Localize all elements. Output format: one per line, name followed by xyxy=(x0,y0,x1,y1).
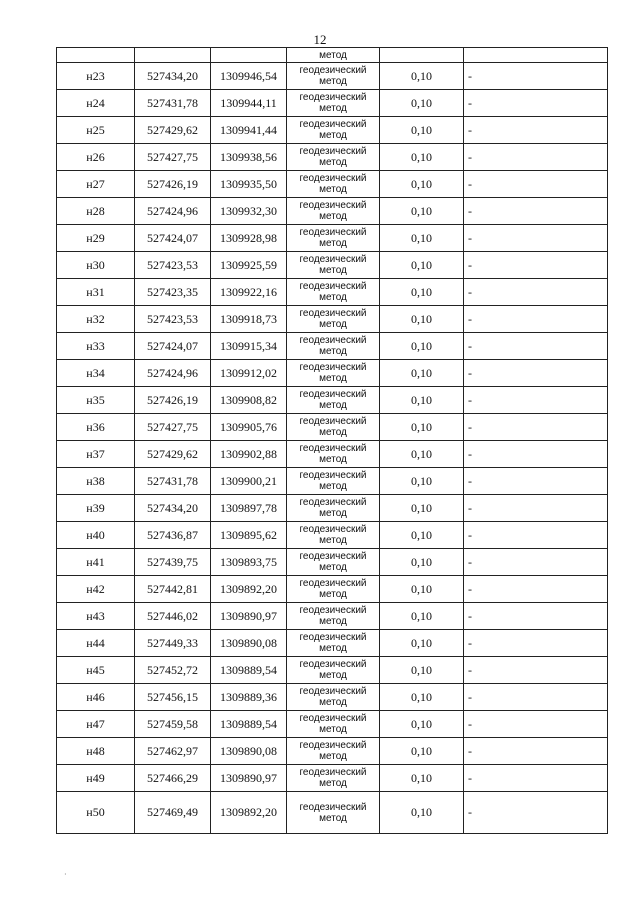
table-row xyxy=(57,144,608,171)
y-coordinate-cell: 1309925,59 xyxy=(211,252,287,279)
x-coordinate-cell: 527427,75 xyxy=(135,414,211,441)
method-line-1: геодезический xyxy=(299,389,367,400)
note-cell: - xyxy=(464,495,608,522)
method-cell xyxy=(287,603,380,630)
x-coordinate-cell: 527462,97 xyxy=(135,738,211,765)
method-line-1: геодезический xyxy=(299,686,367,697)
note-cell: - xyxy=(464,441,608,468)
method-line-1: геодезический xyxy=(299,578,367,589)
point-cell: н27 xyxy=(57,171,135,198)
note-cell: - xyxy=(464,657,608,684)
accuracy-cell: 0,10 xyxy=(380,711,464,738)
y-coordinate-cell: 1309900,21 xyxy=(211,468,287,495)
y-coordinate-cell: 1309915,34 xyxy=(211,333,287,360)
accuracy-cell: 0,10 xyxy=(380,684,464,711)
table-row xyxy=(57,576,608,603)
note-cell: - xyxy=(464,171,608,198)
note-cell: - xyxy=(464,414,608,441)
method-line-1: геодезический xyxy=(299,551,367,562)
method-cell xyxy=(287,630,380,657)
note-cell: - xyxy=(464,63,608,90)
method-cell xyxy=(287,171,380,198)
method-line-2: метод xyxy=(319,670,347,681)
y-cell xyxy=(211,48,287,63)
method-line-1: геодезический xyxy=(299,801,367,813)
method-cell xyxy=(287,711,380,738)
accuracy-cell: 0,10 xyxy=(380,522,464,549)
note-cell: - xyxy=(464,387,608,414)
x-coordinate-cell: 527429,62 xyxy=(135,117,211,144)
point-cell: н43 xyxy=(57,603,135,630)
table-row xyxy=(57,468,608,495)
method-cell xyxy=(287,117,380,144)
table-row xyxy=(57,225,608,252)
method-line-2: метод xyxy=(319,238,347,249)
method-line-2: метод xyxy=(319,751,347,762)
method-line-2: метод xyxy=(319,103,347,114)
table-row xyxy=(57,198,608,225)
method-line-1: геодезический xyxy=(299,119,367,130)
y-coordinate-cell: 1309889,36 xyxy=(211,684,287,711)
method-line-2: метод xyxy=(319,319,347,330)
method-line-2: метод xyxy=(319,697,347,708)
note-cell: - xyxy=(464,252,608,279)
note-cell: - xyxy=(464,144,608,171)
table-row xyxy=(57,765,608,792)
x-coordinate-cell: 527434,20 xyxy=(135,495,211,522)
point-cell: н47 xyxy=(57,711,135,738)
method-cell xyxy=(287,576,380,603)
point-cell: н31 xyxy=(57,279,135,306)
point-cell: н46 xyxy=(57,684,135,711)
y-coordinate-cell: 1309889,54 xyxy=(211,657,287,684)
y-coordinate-cell: 1309889,54 xyxy=(211,711,287,738)
method-cell xyxy=(287,765,380,792)
table-row xyxy=(57,630,608,657)
accuracy-cell: 0,10 xyxy=(380,117,464,144)
note-cell: - xyxy=(464,684,608,711)
accuracy-cell: 0,10 xyxy=(380,495,464,522)
accuracy-cell: 0,10 xyxy=(380,792,464,834)
x-coordinate-cell: 527424,96 xyxy=(135,198,211,225)
y-coordinate-cell: 1309922,16 xyxy=(211,279,287,306)
y-coordinate-cell: 1309928,98 xyxy=(211,225,287,252)
y-coordinate-cell: 1309890,97 xyxy=(211,603,287,630)
x-coordinate-cell: 527434,20 xyxy=(135,63,211,90)
method-line-1: геодезический xyxy=(299,335,367,346)
method-cell xyxy=(287,198,380,225)
method-cell xyxy=(287,90,380,117)
method-cell xyxy=(287,306,380,333)
y-coordinate-cell: 1309895,62 xyxy=(211,522,287,549)
accuracy-cell: 0,10 xyxy=(380,144,464,171)
method-line-2: метод xyxy=(319,184,347,195)
method-line-1: геодезический xyxy=(299,470,367,481)
y-coordinate-cell: 1309893,75 xyxy=(211,549,287,576)
method-line-2: метод xyxy=(319,589,347,600)
y-coordinate-cell: 1309890,08 xyxy=(211,630,287,657)
table-row-continuation xyxy=(57,48,608,63)
method-line-1: геодезический xyxy=(299,740,367,751)
accuracy-cell: 0,10 xyxy=(380,279,464,306)
point-cell xyxy=(57,48,135,63)
scan-mark: · xyxy=(64,870,67,879)
y-coordinate-cell: 1309908,82 xyxy=(211,387,287,414)
x-coordinate-cell: 527426,19 xyxy=(135,171,211,198)
point-cell: н30 xyxy=(57,252,135,279)
note-cell: - xyxy=(464,468,608,495)
note-cell: - xyxy=(464,549,608,576)
y-coordinate-cell: 1309890,08 xyxy=(211,738,287,765)
method-line-2: метод xyxy=(319,346,347,357)
accuracy-cell: 0,10 xyxy=(380,333,464,360)
point-cell: н36 xyxy=(57,414,135,441)
method-cell xyxy=(287,63,380,90)
point-cell: н49 xyxy=(57,765,135,792)
y-coordinate-cell: 1309918,73 xyxy=(211,306,287,333)
point-cell: н25 xyxy=(57,117,135,144)
note-cell: - xyxy=(464,738,608,765)
y-coordinate-cell: 1309902,88 xyxy=(211,441,287,468)
accuracy-cell: 0,10 xyxy=(380,360,464,387)
x-coordinate-cell: 527442,81 xyxy=(135,576,211,603)
x-coordinate-cell: 527431,78 xyxy=(135,90,211,117)
method-line-2: метод xyxy=(319,157,347,168)
method-cell xyxy=(287,279,380,306)
table-row xyxy=(57,657,608,684)
method-cell xyxy=(287,522,380,549)
x-coordinate-cell: 527426,19 xyxy=(135,387,211,414)
note-cell: - xyxy=(464,792,608,834)
point-cell: н24 xyxy=(57,90,135,117)
method-line-2: метод xyxy=(319,724,347,735)
point-cell: н29 xyxy=(57,225,135,252)
x-coordinate-cell: 527466,29 xyxy=(135,765,211,792)
method-cell xyxy=(287,387,380,414)
accuracy-cell: 0,10 xyxy=(380,171,464,198)
y-coordinate-cell: 1309946,54 xyxy=(211,63,287,90)
method-cell xyxy=(287,684,380,711)
method-line-1: геодезический xyxy=(299,281,367,292)
table-row xyxy=(57,360,608,387)
x-coordinate-cell: 527423,35 xyxy=(135,279,211,306)
point-cell: н39 xyxy=(57,495,135,522)
table-row xyxy=(57,684,608,711)
note-cell: - xyxy=(464,765,608,792)
point-cell: н37 xyxy=(57,441,135,468)
method-line-2: метод xyxy=(319,292,347,303)
note-cell: - xyxy=(464,603,608,630)
accuracy-cell: 0,10 xyxy=(380,468,464,495)
point-cell: н45 xyxy=(57,657,135,684)
method-cell xyxy=(287,252,380,279)
x-coordinate-cell: 527424,07 xyxy=(135,333,211,360)
method-cell xyxy=(287,414,380,441)
table-row xyxy=(57,441,608,468)
note-cell: - xyxy=(464,630,608,657)
y-coordinate-cell: 1309944,11 xyxy=(211,90,287,117)
method-line-2: метод xyxy=(319,535,347,546)
x-cell xyxy=(135,48,211,63)
x-coordinate-cell: 527446,02 xyxy=(135,603,211,630)
method-line-2: метод xyxy=(319,643,347,654)
method-line-2: метод xyxy=(319,427,347,438)
y-coordinate-cell: 1309897,78 xyxy=(211,495,287,522)
accuracy-cell: 0,10 xyxy=(380,549,464,576)
table-row xyxy=(57,333,608,360)
method-cell xyxy=(287,360,380,387)
method-cell xyxy=(287,333,380,360)
x-coordinate-cell: 527423,53 xyxy=(135,306,211,333)
x-coordinate-cell: 527431,78 xyxy=(135,468,211,495)
method-cell xyxy=(287,495,380,522)
x-coordinate-cell: 527439,75 xyxy=(135,549,211,576)
method-line-2: метод xyxy=(319,130,347,141)
coordinates-table-body xyxy=(57,48,608,834)
point-cell: н26 xyxy=(57,144,135,171)
x-coordinate-cell: 527427,75 xyxy=(135,144,211,171)
table-row xyxy=(57,738,608,765)
accuracy-cell: 0,10 xyxy=(380,90,464,117)
accuracy-cell: 0,10 xyxy=(380,414,464,441)
method-line-2: метод xyxy=(319,373,347,384)
note-cell xyxy=(464,48,608,63)
method-line-1: геодезический xyxy=(299,173,367,184)
point-cell: н48 xyxy=(57,738,135,765)
method-cell xyxy=(287,225,380,252)
point-cell: н44 xyxy=(57,630,135,657)
point-cell: н38 xyxy=(57,468,135,495)
y-coordinate-cell: 1309892,20 xyxy=(211,792,287,834)
method-cell xyxy=(287,549,380,576)
table-row xyxy=(57,549,608,576)
method-line-2: метод xyxy=(319,508,347,519)
y-coordinate-cell: 1309912,02 xyxy=(211,360,287,387)
point-cell: н33 xyxy=(57,333,135,360)
method-cell xyxy=(287,144,380,171)
point-cell: н23 xyxy=(57,63,135,90)
table-row xyxy=(57,522,608,549)
accuracy-cell: 0,10 xyxy=(380,306,464,333)
point-cell: н32 xyxy=(57,306,135,333)
accuracy-cell: 0,10 xyxy=(380,63,464,90)
method-line-1: геодезический xyxy=(299,146,367,157)
y-coordinate-cell: 1309892,20 xyxy=(211,576,287,603)
table-row xyxy=(57,252,608,279)
method-line-2: метод xyxy=(319,616,347,627)
x-coordinate-cell: 527423,53 xyxy=(135,252,211,279)
table-row xyxy=(57,414,608,441)
x-coordinate-cell: 527459,58 xyxy=(135,711,211,738)
accuracy-cell: 0,10 xyxy=(380,738,464,765)
method-line-2: метод xyxy=(319,454,347,465)
method-line-1: геодезический xyxy=(299,227,367,238)
point-cell: н42 xyxy=(57,576,135,603)
method-cell xyxy=(287,738,380,765)
table-row xyxy=(57,495,608,522)
accuracy-cell: 0,10 xyxy=(380,441,464,468)
point-cell: н34 xyxy=(57,360,135,387)
method-line-2: метод xyxy=(319,211,347,222)
y-coordinate-cell: 1309890,97 xyxy=(211,765,287,792)
x-coordinate-cell: 527436,87 xyxy=(135,522,211,549)
y-coordinate-cell: 1309935,50 xyxy=(211,171,287,198)
method-line-2: метод xyxy=(319,778,347,789)
method-cell xyxy=(287,792,380,834)
table-row xyxy=(57,117,608,144)
method-line-2: метод xyxy=(319,265,347,276)
method-line-1: геодезический xyxy=(299,65,367,76)
note-cell: - xyxy=(464,198,608,225)
method-line-1: геодезический xyxy=(299,767,367,778)
accuracy-cell: 0,10 xyxy=(380,630,464,657)
method-line-1: геодезический xyxy=(299,308,367,319)
method-line-1: геодезический xyxy=(299,200,367,211)
table-row xyxy=(57,171,608,198)
table-row xyxy=(57,792,608,834)
note-cell: - xyxy=(464,333,608,360)
note-cell: - xyxy=(464,306,608,333)
note-cell: - xyxy=(464,360,608,387)
x-coordinate-cell: 527429,62 xyxy=(135,441,211,468)
y-coordinate-cell: 1309941,44 xyxy=(211,117,287,144)
method-line-1: геодезический xyxy=(299,632,367,643)
x-coordinate-cell: 527424,96 xyxy=(135,360,211,387)
table-row xyxy=(57,90,608,117)
note-cell: - xyxy=(464,117,608,144)
method-line-1: геодезический xyxy=(299,92,367,103)
x-coordinate-cell: 527424,07 xyxy=(135,225,211,252)
method-line-1: геодезический xyxy=(299,416,367,427)
accuracy-cell: 0,10 xyxy=(380,657,464,684)
point-cell: н41 xyxy=(57,549,135,576)
method-line-2: метод xyxy=(319,812,347,824)
method-line-1: геодезический xyxy=(299,524,367,535)
x-coordinate-cell: 527456,15 xyxy=(135,684,211,711)
table-row xyxy=(57,279,608,306)
accuracy-cell: 0,10 xyxy=(380,252,464,279)
table-row xyxy=(57,387,608,414)
method-line-1: геодезический xyxy=(299,659,367,670)
accuracy-cell: 0,10 xyxy=(380,576,464,603)
note-cell: - xyxy=(464,90,608,117)
method-line-1: геодезический xyxy=(299,362,367,373)
method-line-1: геодезический xyxy=(299,605,367,616)
point-cell: н40 xyxy=(57,522,135,549)
method-line-2: метод xyxy=(319,400,347,411)
x-coordinate-cell: 527449,33 xyxy=(135,630,211,657)
point-cell: н28 xyxy=(57,198,135,225)
accuracy-cell: 0,10 xyxy=(380,198,464,225)
coordinates-table xyxy=(56,47,608,834)
point-cell: н50 xyxy=(57,792,135,834)
accuracy-cell xyxy=(380,48,464,63)
method-line-1: геодезический xyxy=(299,443,367,454)
table-row xyxy=(57,306,608,333)
table-row xyxy=(57,63,608,90)
table-row xyxy=(57,603,608,630)
note-cell: - xyxy=(464,279,608,306)
x-coordinate-cell: 527469,49 xyxy=(135,792,211,834)
accuracy-cell: 0,10 xyxy=(380,225,464,252)
note-cell: - xyxy=(464,576,608,603)
note-cell: - xyxy=(464,711,608,738)
y-coordinate-cell: 1309938,56 xyxy=(211,144,287,171)
method-cell: метод xyxy=(287,48,380,63)
method-cell xyxy=(287,468,380,495)
method-cell xyxy=(287,441,380,468)
method-line-1: геодезический xyxy=(299,497,367,508)
y-coordinate-cell: 1309905,76 xyxy=(211,414,287,441)
note-cell: - xyxy=(464,225,608,252)
accuracy-cell: 0,10 xyxy=(380,603,464,630)
method-line-2: метод xyxy=(319,76,347,87)
accuracy-cell: 0,10 xyxy=(380,387,464,414)
x-coordinate-cell: 527452,72 xyxy=(135,657,211,684)
method-line-2: метод xyxy=(319,562,347,573)
table-row xyxy=(57,711,608,738)
note-cell: - xyxy=(464,522,608,549)
page-number: 12 xyxy=(313,32,327,47)
accuracy-cell: 0,10 xyxy=(380,765,464,792)
point-cell: н35 xyxy=(57,387,135,414)
method-line-2: метод xyxy=(319,481,347,492)
y-coordinate-cell: 1309932,30 xyxy=(211,198,287,225)
method-line-1: геодезический xyxy=(299,254,367,265)
method-line-1: геодезический xyxy=(299,713,367,724)
method-cell xyxy=(287,657,380,684)
